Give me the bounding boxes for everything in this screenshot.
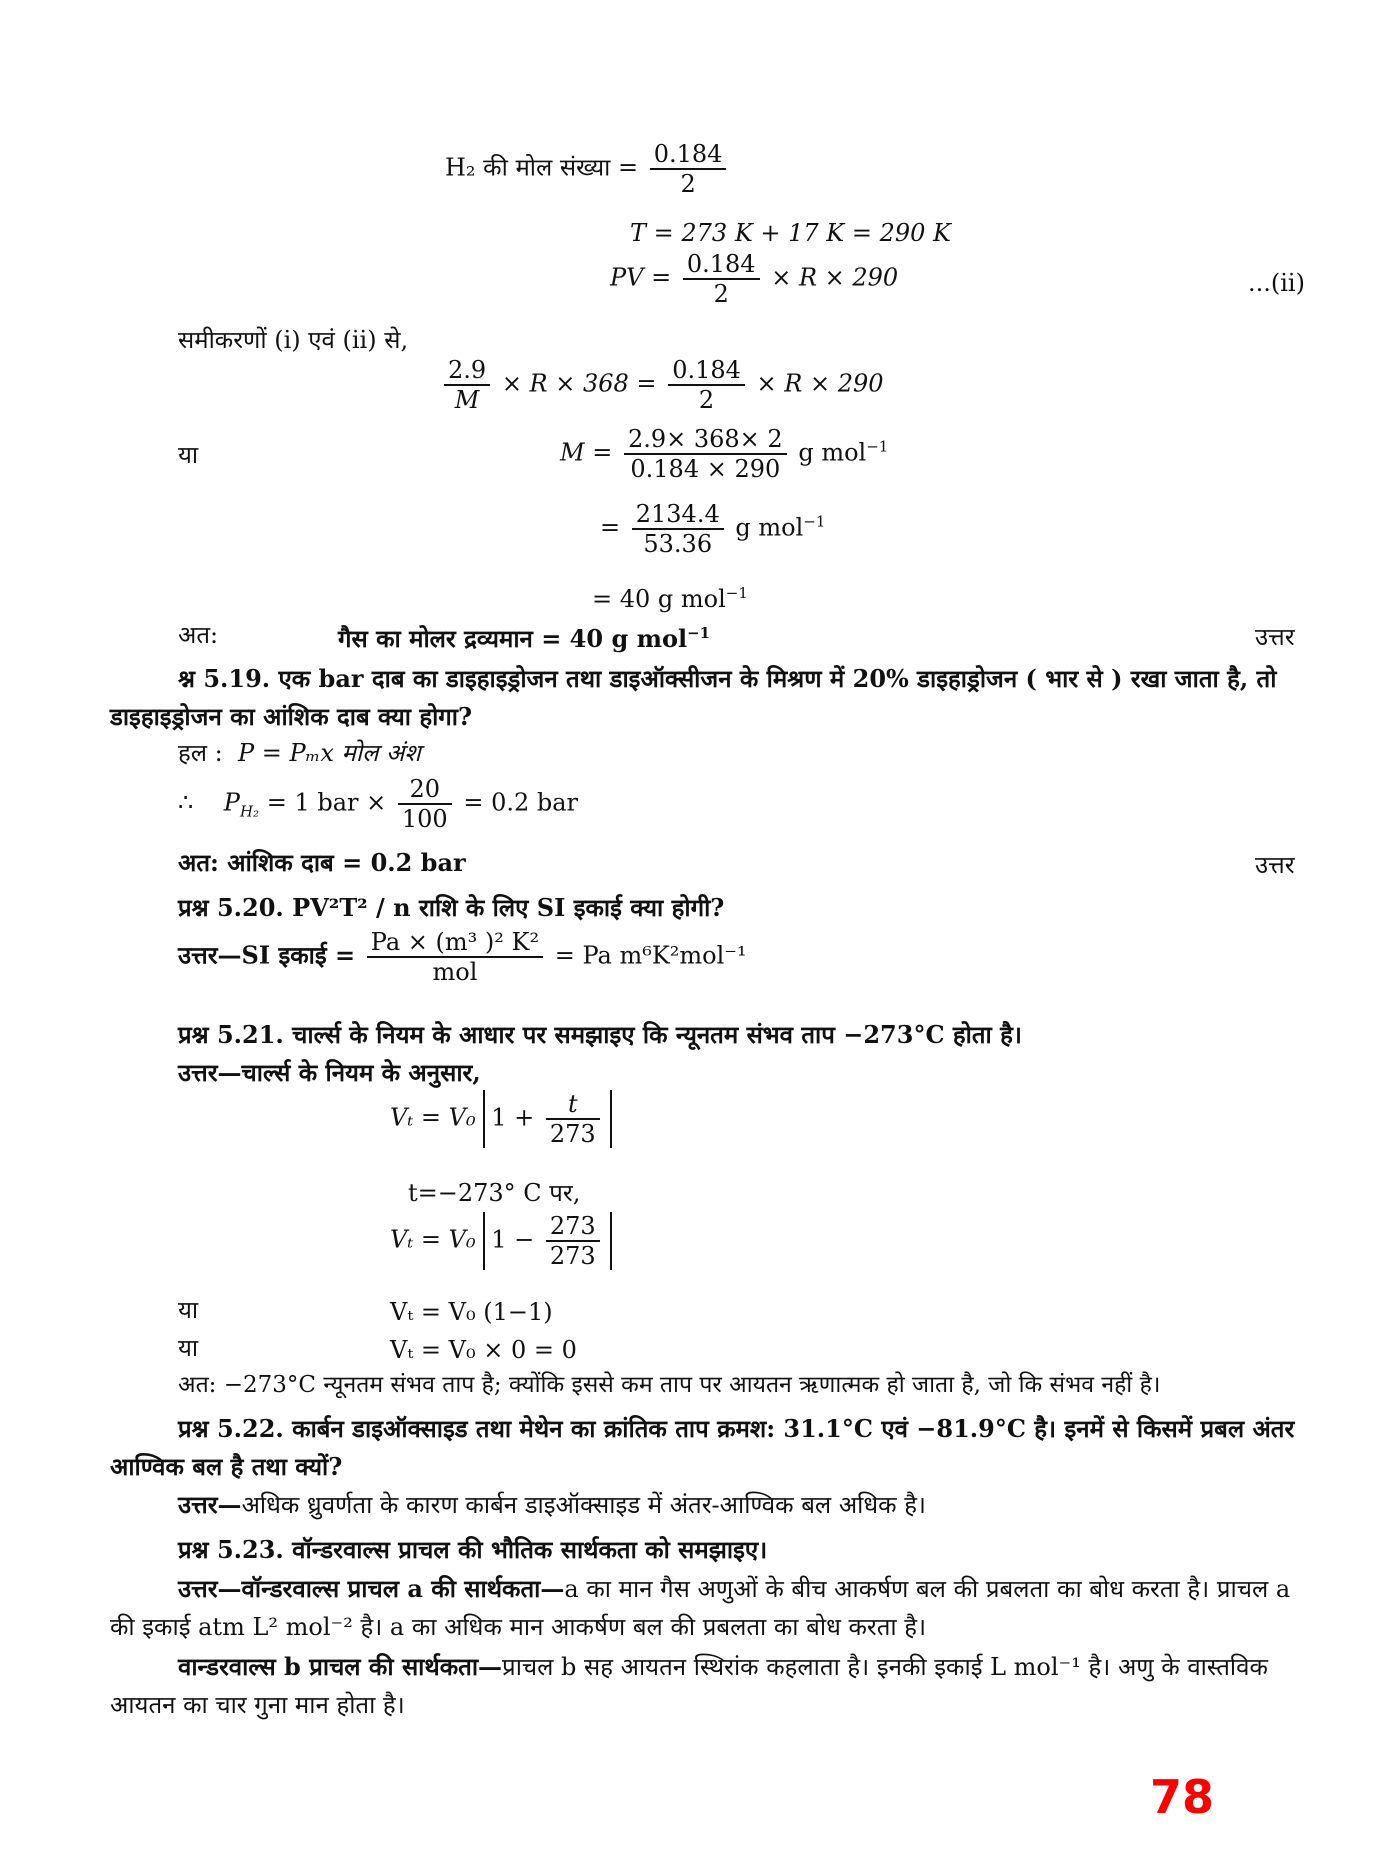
eq-molar-mass-final: = 40 g mol$^{-1}$: [592, 584, 748, 613]
fraction: $\frac{20}{100}$: [398, 775, 452, 833]
answer-5-23-b: वान्डरवाल्स b प्राचल की सार्थकता—प्राचल b सह आयतन स्थिरांक कहलाता है। इनकी इकाई L mol⁻¹ है। अणु के वास्तविक आयतन का चार गुना मान होता है।: [110, 1652, 1268, 1719]
fraction: $\frac{0.184}{2}$: [683, 250, 760, 308]
fraction: $\frac{0.184}{2}$: [650, 140, 727, 198]
fraction: $\frac{2.9}{M}$: [444, 356, 490, 414]
fraction: $\frac{2134.4}{53.36}$: [632, 500, 724, 558]
charles-eq-a: Vₜ = V₀ 1 + $\frac{t}{273}$: [390, 1090, 612, 1148]
question-5-19: श्न 5.19. एक bar दाब का डाइहाइड्रोजन तथा डाइऑक्सीजन के मिश्रण में 20% डाइहाड्रोजन ( भार से ) रखा जाता है, तो डाइहाइड्रोजन का आंशिक दाब क्या होगा?: [110, 664, 1277, 731]
bracket: 1 + $\frac{t}{273}$: [483, 1090, 611, 1148]
solution-label: हल : P = Pₘx मोल अंश: [178, 739, 421, 767]
fraction: $\frac{t}{273}$: [546, 1090, 600, 1148]
eq-from-text: समीकरणों (i) एवं (ii) से,: [178, 326, 409, 354]
result-partial-pressure: अत: आंशिक दाब = 0.2 bar: [178, 848, 466, 877]
answer-5-23-a: उत्तर—वॉन्डरवाल्स प्राचल a की सार्थकता—a का मान गैस अणुओं के बीच आकर्षण बल की प्रबलता का बोध करता है। प्राचल a की इकाई atm L² mol⁻² है। a का अधिक मान आकर्षण बल की प्रबलता का बोध करता है।: [110, 1574, 1291, 1641]
eq-molar-mass-step: = $\frac{2134.4}{53.36}$ g mol$^{-1}$: [600, 500, 826, 558]
charles-conclusion: अत: −273°C न्यूनतम संभव ताप है; क्योंकि इससे कम ताप पर आयतन ऋणात्मक हो जाता है, जो कि संभव नहीं है।: [178, 1372, 1161, 1398]
answer-5-20: उत्तर—SI इकाई = $\frac{\text{Pa × (m³ )² K²}}{\text{mol}}$ = Pa m⁶K²mol⁻¹: [178, 928, 747, 986]
ya-label: या: [178, 441, 199, 469]
eq-tag-ii: ...(ii): [1248, 269, 1305, 297]
partial-pressure-eq: ∴ $P_{H_2} = 1$ bar × $\frac{20}{100}$ = 0.2 bar: [178, 775, 579, 833]
charles-eq-d: Vₜ = V₀ × 0 = 0: [390, 1336, 577, 1364]
fraction: $\frac{\text{Pa × (m³ )² K²}}{\text{mol}}$: [367, 928, 543, 986]
answer-5-22: उत्तर—अधिक ध्रुवर्णता के कारण कार्बन डाइऑक्साइड में अंतर-आण्विक बल अधिक है।: [178, 1490, 927, 1519]
result-molar-mass: गैस का मोलर द्रव्यमान = 40 g mol$^{-1}$: [338, 624, 711, 653]
charles-eq-b: Vₜ = V₀ 1 − $\frac{273}{273}$: [390, 1212, 612, 1270]
ya-label: या: [178, 1296, 199, 1324]
charles-eq-c: Vₜ = V₀ (1−1): [390, 1298, 553, 1326]
question-5-22: प्रश्न 5.22. कार्बन डाइऑक्साइड तथा मेथेन का क्रांतिक ताप क्रमश: 31.1°C एवं −81.9°C है। इनमें से किसमें प्रबल अंतर आण्विक बल है तथा क्यों?: [110, 1414, 1295, 1481]
answer-5-21-intro: उत्तर—चार्ल्स के नियम के अनुसार,: [178, 1058, 481, 1087]
question-5-21: प्रश्न 5.21. चार्ल्स के नियम के आधार पर समझाइए कि न्यूनतम संभव ताप −273°C होता है।: [178, 1020, 1022, 1049]
answer-label: उत्तर: [1255, 623, 1295, 651]
eq-moles-lhs: H₂ की मोल संख्या =: [445, 153, 639, 182]
question-5-23: प्रश्न 5.23. वॉन्डरवाल्स प्राचल की भौतिक सार्थकता को समझाइए।: [178, 1535, 768, 1564]
eq-temperature: T = 273 K + 17 K = 290 K: [630, 219, 951, 247]
fraction: $\frac{0.184}{2}$: [668, 356, 745, 414]
result-prefix: अत:: [178, 621, 219, 649]
eq-moles-h2: [445, 140, 730, 198]
charles-condition: t=−273° C पर,: [408, 1179, 581, 1207]
eq-equate: $\frac{2.9}{M}$ × R × 368 = $\frac{0.184}{2}$ × R × 290: [440, 356, 884, 414]
ya-label: या: [178, 1334, 199, 1362]
answer-label: उत्तर: [1255, 851, 1295, 879]
fraction: $\frac{273}{273}$: [546, 1212, 600, 1270]
fraction: $\frac{2.9\times 368\times 2}{0.184 \times 290}$: [624, 425, 787, 483]
eq-molar-mass: M = $\frac{2.9\times 368\times 2}{0.184 \times 290}$ g mol$^{-1}$: [560, 425, 889, 483]
question-5-20: प्रश्न 5.20. PV²T² / n राशि के लिए SI इकाई क्या होगी?: [178, 893, 725, 922]
bracket: 1 − $\frac{273}{273}$: [483, 1212, 611, 1270]
eq-pv-h2: PV = $\frac{0.184}{2}$ × R × 290: [610, 250, 899, 308]
page-number: 78: [1150, 1770, 1215, 1824]
